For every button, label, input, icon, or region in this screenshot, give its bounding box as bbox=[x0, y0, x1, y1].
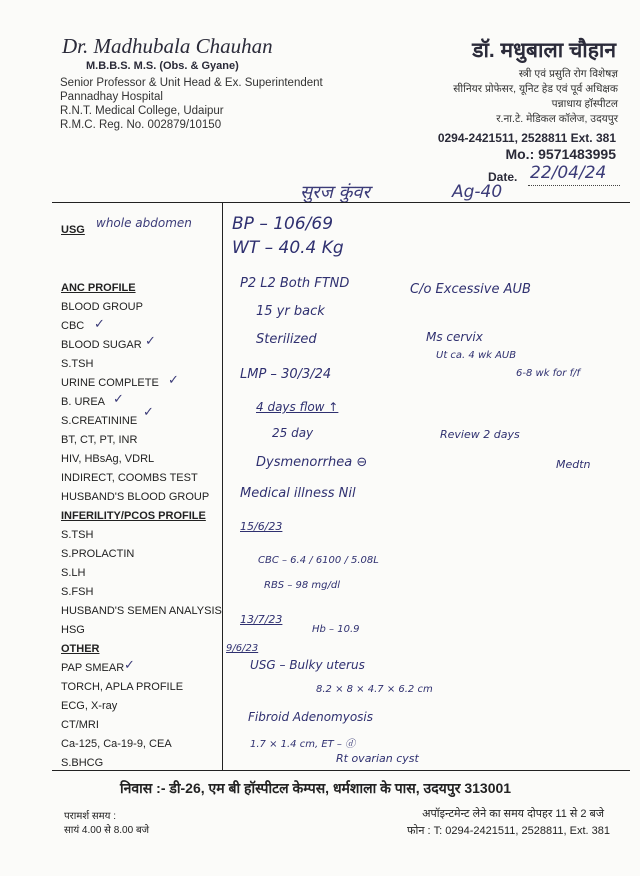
top-rule bbox=[52, 202, 630, 203]
header-mobile: Mo.: 9571483995 bbox=[505, 146, 616, 162]
other-item: Ca-125, Ca-19-9, CEA bbox=[61, 738, 172, 750]
registration-line: R.M.C. Reg. No. 002879/10150 bbox=[60, 119, 222, 131]
note-cbc: CBC – 6.4 / 6100 / 5.08L bbox=[258, 555, 379, 566]
consult-label: परामर्श समय : bbox=[64, 811, 117, 822]
note-date-3: 9/6/23 bbox=[226, 643, 259, 654]
note-obstetric: P2 L2 Both FTND bbox=[240, 276, 350, 291]
note-complaint: C/o Excessive AUB bbox=[410, 282, 531, 297]
anc-item: BLOOD GROUP bbox=[61, 301, 143, 313]
anc-item: BT, CT, PT, INR bbox=[61, 434, 138, 446]
doctor-degree: M.B.B.S. M.S. (Obs. & Gyane) bbox=[86, 60, 239, 72]
note-rbs: RBS – 98 mg/dl bbox=[264, 580, 341, 591]
college-hindi: र.ना.टे. मेडिकल कॉलेज, उदयपुर bbox=[496, 113, 618, 125]
tick-urea: ✓ bbox=[113, 391, 124, 406]
note-cyst: Rt ovarian cyst bbox=[336, 752, 419, 765]
infertility-item: S.FSH bbox=[61, 586, 94, 598]
patient-name: सुरज कुंवर bbox=[300, 182, 370, 203]
infertility-heading: INFERILITY/PCOS PROFILE bbox=[61, 510, 206, 522]
note-date-1: 15/6/23 bbox=[240, 520, 283, 533]
tick-blood-sugar: ✓ bbox=[145, 333, 156, 348]
anc-item: INDIRECT, COOMBS TEST bbox=[61, 472, 198, 484]
note-cycle: 25 day bbox=[272, 426, 314, 440]
anc-item: B. UREA bbox=[61, 396, 106, 408]
footer-address: निवास :- डी-26, एम बी हॉस्पीटल केम्पस, धर्मशाला के पास, उदयपुर 313001 bbox=[120, 780, 512, 796]
anc-item: S.TSH bbox=[61, 358, 94, 370]
anc-item: BLOOD SUGAR bbox=[61, 339, 142, 351]
anc-item: HIV, HBsAg, VDRL bbox=[61, 453, 155, 465]
infertility-item: S.LH bbox=[61, 567, 86, 579]
note-sterilized: Sterilized bbox=[256, 332, 317, 347]
designation-hindi: सीनियर प्रोफेसर, यूनिट हेड एवं पूर्व अधिक्षक bbox=[453, 83, 618, 95]
designation-line: Senior Professor & Unit Head & Ex. Superintendent bbox=[60, 77, 323, 89]
column-divider bbox=[222, 202, 223, 770]
note-rx-3: 6-8 wk for f/f bbox=[516, 368, 580, 379]
note-lmp: LMP – 30/3/24 bbox=[240, 367, 332, 382]
infertility-item: S.PROLACTIN bbox=[61, 548, 135, 560]
footer-phone: फोन : T: 0294-2421511, 2528811, Ext. 381 bbox=[407, 825, 610, 837]
note-fibroid: Fibroid Adenomyosis bbox=[248, 710, 374, 724]
note-date-2: 13/7/23 bbox=[240, 613, 283, 626]
doctor-name-hindi: डॉ. मधुबाला चौहान bbox=[472, 39, 616, 62]
tick-cbc: ✓ bbox=[94, 316, 105, 331]
bottom-rule bbox=[52, 770, 630, 771]
date-label: Date. bbox=[488, 170, 518, 184]
usg-label: USG bbox=[61, 224, 85, 236]
other-item: TORCH, APLA PROFILE bbox=[61, 681, 184, 693]
note-rx-1: Ms cervix bbox=[426, 330, 483, 344]
note-size: 8.2 × 8 × 4.7 × 6.2 cm bbox=[316, 684, 433, 695]
note-bp: BP – 106/69 bbox=[232, 214, 334, 234]
header-phone: 0294-2421511, 2528811 Ext. 381 bbox=[437, 131, 616, 145]
note-rx-2: Ut ca. 4 wk AUB bbox=[436, 350, 517, 361]
anc-item: URINE COMPLETE bbox=[61, 377, 159, 389]
note-weight: WT – 40.4 Kg bbox=[232, 238, 344, 258]
patient-age: Ag-40 bbox=[452, 182, 503, 202]
date-underline bbox=[528, 185, 620, 186]
note-medical-illness: Medical illness Nil bbox=[240, 486, 356, 501]
anc-item: CBC bbox=[61, 320, 85, 332]
note-review: Review 2 days bbox=[440, 428, 520, 441]
note-backache: 15 yr back bbox=[256, 304, 325, 319]
note-hb: Hb – 10.9 bbox=[312, 624, 360, 635]
other-heading: OTHER bbox=[61, 643, 100, 655]
note-dysmenorrhea: Dysmenorrhea ⊖ bbox=[256, 455, 368, 470]
doctor-name-english: Dr. Madhubala Chauhan bbox=[62, 34, 273, 58]
note-et: 1.7 × 1.4 cm, ET – ⓓ bbox=[250, 739, 356, 750]
consult-time: सायं 4.00 से 8.00 बजे bbox=[64, 825, 150, 836]
other-item: ECG, X-ray bbox=[61, 700, 118, 712]
note-usg: USG – Bulky uterus bbox=[250, 658, 365, 672]
infertility-item: HSG bbox=[61, 624, 85, 636]
other-item: CT/MRI bbox=[61, 719, 99, 731]
usg-note: whole abdomen bbox=[96, 216, 192, 230]
tick-urine: ✓ bbox=[168, 372, 179, 387]
tick-pap-smear: ✓ bbox=[124, 657, 135, 672]
anc-item: S.CREATININE bbox=[61, 415, 138, 427]
anc-profile-heading: ANC PROFILE bbox=[61, 282, 136, 294]
note-review-2: Medtn bbox=[556, 458, 591, 471]
appointment-time: अपॉइन्टमेन्ट लेने का समय दोपहर 11 से 2 बजे bbox=[422, 808, 604, 820]
infertility-item: S.TSH bbox=[61, 529, 94, 541]
specialty-hindi: स्त्री एवं प्रसुति रोग विशेषज्ञ bbox=[518, 68, 618, 80]
infertility-item: HUSBAND'S SEMEN ANALYSIS bbox=[61, 605, 222, 617]
anc-item: HUSBAND'S BLOOD GROUP bbox=[61, 491, 210, 503]
other-item: S.BHCG bbox=[61, 757, 104, 769]
college-line: R.N.T. Medical College, Udaipur bbox=[60, 105, 224, 117]
hospital-line: Pannadhay Hospital bbox=[60, 91, 163, 103]
date-value: 22/04/24 bbox=[530, 163, 607, 183]
tick-creatinine: ✓ bbox=[143, 404, 154, 419]
hospital-hindi: पन्नाधाय हॉस्पीटल bbox=[551, 98, 618, 110]
other-item: PAP SMEAR bbox=[61, 662, 125, 674]
note-flow: 4 days flow ↑ bbox=[256, 400, 339, 414]
